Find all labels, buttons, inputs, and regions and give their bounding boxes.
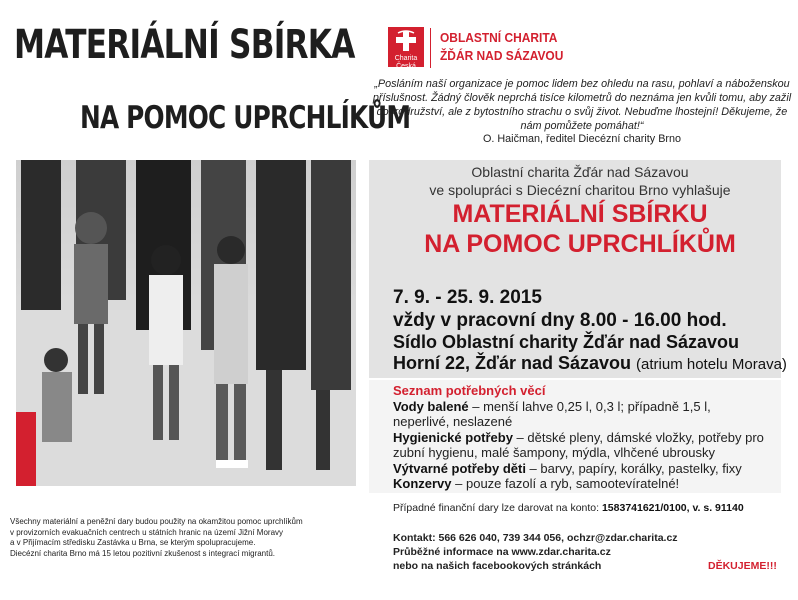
- red-accent-bar: [16, 412, 36, 486]
- intro-line1: Oblastní charita Žďár nad Sázavou: [471, 164, 689, 180]
- quote-text: „Posláním naší organizace je pomoc lidem bez ohledu na rasu, pohlaví a náboženskou příslušnost. Žádný člověk neprchá tisíce kilometrů do neznáma jen kvůli tomu, aby zažil dobrodružství, ale z bytostního strachu o svůj život. Nebuďme lhostejní! Děkujeme, že nám pomůžete pomáhat!“: [372, 78, 792, 132]
- address-note: (atrium hotelu Morava): [636, 356, 787, 373]
- address-street: Horní 22, Žďár nad Sázavou: [393, 353, 631, 373]
- website-line: Průběžné informace na www.zdar.charita.cz: [393, 546, 611, 558]
- donation-account: Případné finanční dary lze darovat na konto: 1583741621/0100, v. s. 91140: [393, 502, 744, 514]
- needs-item: Hygienické potřeby – dětské pleny, dámské vložky, potřeby pro: [393, 430, 764, 445]
- org-name-line1: OBLASTNÍ CHARITA: [440, 30, 558, 45]
- headline-line2: NA POMOC UPRCHLÍKŮM: [80, 100, 411, 136]
- collection-dates: 7. 9. - 25. 9. 2015: [393, 287, 542, 308]
- contact-line: Kontakt: 566 626 040, 739 344 056, ochzr@zdar.charita.cz: [393, 532, 678, 544]
- collection-title-line2: NA POMOC UPRCHLÍKŮM: [424, 230, 736, 258]
- needs-item: neperlivé, neslazené: [393, 414, 513, 429]
- headline-line1: MATERIÁLNÍ SBÍRKA: [14, 22, 355, 68]
- facebook-line: nebo na našich facebookových stránkách: [393, 560, 602, 572]
- needs-item: zubní hygienu, malé šampony, mýdla, vlhčené ubrousky: [393, 445, 716, 460]
- refugee-photo: [16, 160, 356, 486]
- account-number: 1583741621/0100, v. s. 91140: [601, 502, 744, 514]
- needs-item: Výtvarné potřeby děti – barvy, papíry, korálky, pastelky, fixy: [393, 461, 742, 476]
- quote-author: O. Haičman, ředitel Diecézní charity Brno: [482, 133, 682, 145]
- thanks-text: DĚKUJEME!!!: [708, 560, 777, 572]
- needs-title: Seznam potřebných věcí: [393, 383, 546, 398]
- footnote: Všechny materiální a peněžní dary budou použity na okamžitou pomoc uprchlíkům v provizorních evakuačních centrech u státních hranic na území Jižní Moravy a v Přijímacím středisku Zastávka u Brna, se kterým spolupracujeme. Diecézní charita Brno má 15 letou pozitivní zkušenost s integrací migrantů.: [10, 517, 303, 558]
- needs-item: Vody balené – menší lahve 0,25 l, 0,3 l; případně 1,5 l,: [393, 399, 711, 414]
- collection-title-line1: MATERIÁLNÍ SBÍRKU: [452, 200, 708, 228]
- charita-cross-icon: [394, 30, 418, 52]
- opening-hours: vždy v pracovní dny 8.00 - 16.00 hod.: [393, 310, 727, 331]
- address-line2: [393, 353, 787, 374]
- needs-item: Konzervy – pouze fazolí a ryb, samootevíratelné!: [393, 476, 680, 491]
- org-name-line2: ŽĎÁR NAD SÁZAVOU: [440, 48, 564, 63]
- intro-line2: ve spolupráci s Diecézní charitou Brno vyhlašuje: [429, 182, 731, 198]
- logo-divider: [430, 28, 431, 68]
- address-line1: Sídlo Oblastní charity Žďár nad Sázavou: [393, 332, 740, 352]
- logo-caption: Charita Česká republika: [391, 55, 421, 78]
